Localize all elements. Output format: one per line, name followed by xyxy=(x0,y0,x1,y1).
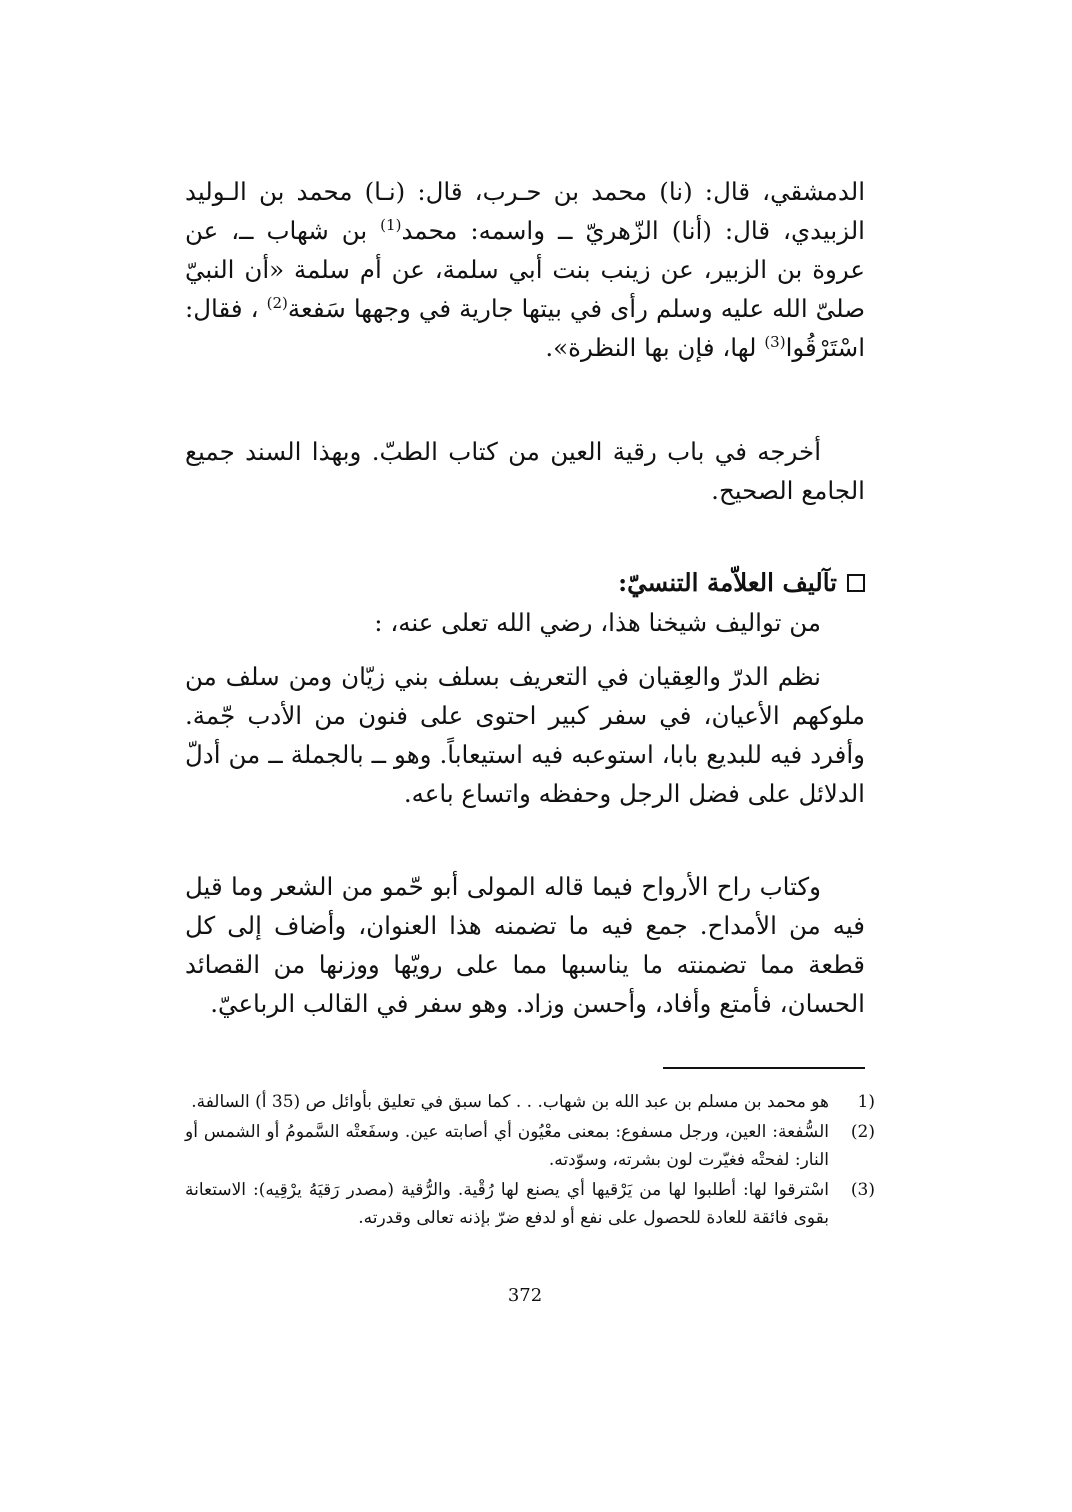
book-1-paragraph: نظم الدرّ والعِقيان في التعريف بسلف بني زيّان ومن سلف من ملوكهم الأعيان، في سفر كبير احتوى على فنون من الأدب جّمة. وأفرد فيه للبديع بابا، استوعبه فيه استيعاباً. وهو ــ بالجملة ــ من أدلّ الدلائل على فضل الرجل وحفظه واتساع باعه. xyxy=(185,662,865,808)
footnote-number: (1 xyxy=(857,1092,875,1112)
footnote-number: (2) xyxy=(850,1122,875,1142)
hadith-text-part4: لها، فإن بها النظرة». xyxy=(545,333,765,362)
footnote-text: اسْترقوا لها: أطلبوا لها من يَرْقيها أي يصنع لها رُقْية. والرُّقية (مصدر رَقيَهُ يرْقِيه): الاستعانة بقوى فائقة للعادة للحصول على نفع أو لدفع ضرّ بإذنه تعالى وقدرته. xyxy=(185,1180,829,1228)
footnote-separator xyxy=(663,1067,865,1069)
section-heading xyxy=(618,565,865,601)
footnote-1 xyxy=(185,1088,875,1116)
document-page xyxy=(185,160,875,1480)
section-intro: من تواليف شيخنا هذا، رضي الله تعلى عنه، : xyxy=(374,608,821,637)
hadith-text-part1: الدمشقي، قال: (نا) محمد بن حـرب، قال: (نـا) محمد بن الـوليد الزبيدي، قال: (أنا) الزّهريّ ــ واسمه: محمد xyxy=(185,177,865,245)
hadith-paragraph xyxy=(185,172,865,367)
footnote-ref-2[interactable]: (2) xyxy=(266,293,288,312)
square-bullet-icon xyxy=(847,574,865,592)
footnote-ref-1[interactable]: (1) xyxy=(380,215,402,234)
footnote-2 xyxy=(185,1118,875,1174)
footnotes xyxy=(185,1088,875,1234)
footnote-text: هو محمد بن مسلم بن عبد الله بن شهاب. . . كما سبق في تعليق بأوائل ص (35 أ) السالفة. xyxy=(191,1092,829,1112)
hadith-text-part3: ، فقال: اسْتَرْقُوا xyxy=(185,294,865,362)
footnote-3 xyxy=(185,1176,875,1232)
book-2-paragraph: وكتاب راح الأرواح فيما قاله المولى أبو حّمو من الشعر وما قيل فيه من الأمداح. جمع فيه ما تضمنه هذا العنوان، وأضاف إلى كل قطعة مما تضمنته ما يناسبها مما على رويّها ووزنها من القصائد الحسان، فأمتع وأفاد، وأحسن وزاد. وهو سفر في القالب الرباعيّ. xyxy=(185,872,865,1018)
page-number: 372 xyxy=(507,1285,543,1306)
hadith-text-part2: بن شهاب ــ، عن عروة بن الزبير، عن زينب بنت أبي سلمة، عن أم سلمة «أن النبيّ صلىّ الله عليه وسلم رأى في بيتها جارية في وجهها سَفعة xyxy=(185,216,866,323)
footnote-number: (3) xyxy=(850,1180,875,1200)
section-heading-text: تآليف العلاّمة التنسيّ: xyxy=(618,568,837,597)
footnote-ref-3[interactable]: (3) xyxy=(764,332,786,351)
footnote-text: السُّفعة: العين، ورجل مسفوع: بمعنى معْيُون أي أصابته عين. وسفَعتْه السَّمومُ أو الشمس أو النار: لفحتْه فغيّرت لون بشرته، وسوّدته. xyxy=(185,1122,829,1170)
source-paragraph: أخرجه في باب رقية العين من كتاب الطبّ. وبهذا السند جميع الجامع الصحيح. xyxy=(185,437,865,505)
